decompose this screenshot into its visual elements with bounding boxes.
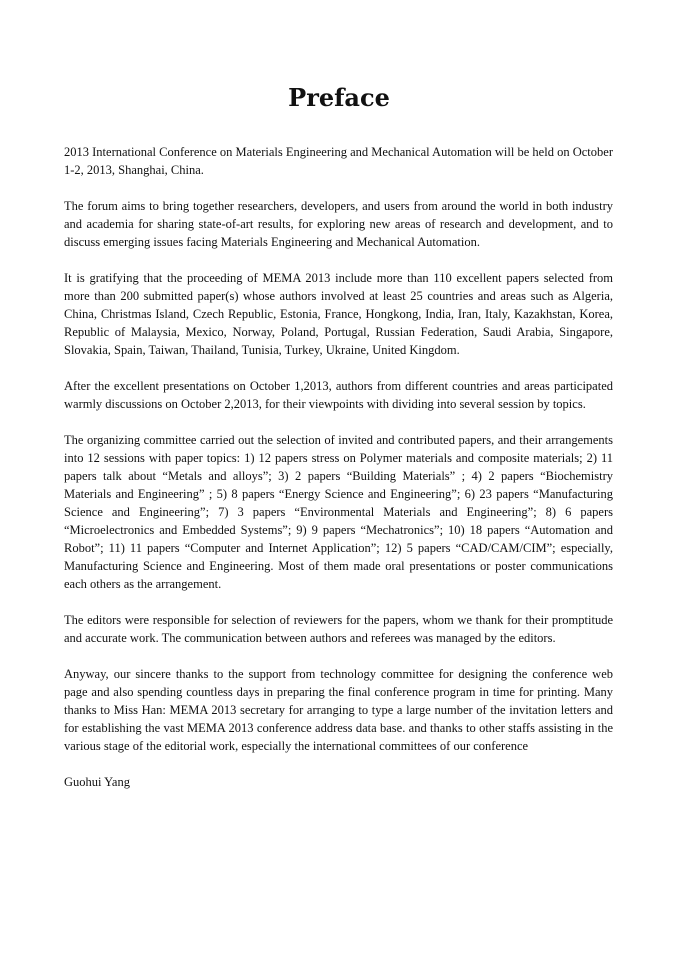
- paragraph-proceedings: It is gratifying that the proceeding of MEMA 2013 include more than 110 excellent papers selected from more than 200 submitted paper(s) whose authors involved at least 25 countries and areas such as Algeria, China, Christmas Island, Czech Republic, Estonia, France, Hongkong, India, Iran, Italy, Kazakhstan, Korea, Republic of Malaysia, Mexico, Norway, Poland, Portugal, Russian Federation, Saudi Arabia, Singapore, Slovakia, Spain, Taiwan, Thailand, Tunisia, Turkey, Ukraine, United Kingdom.: [64, 271, 613, 357]
- paragraph-thanks: Anyway, our sincere thanks to the support from technology committee for designing the conference web page and also spending countless days in preparing the final conference program in time for printing. Many thanks to Miss Han: MEMA 2013 secretary for arranging to type a large number of the invitation letters and for establishing the vast MEMA 2013 conference address data base. and thanks to other staffs assisting in the various stage of the editorial work, especially the international committees of our conference: [64, 667, 613, 753]
- paragraph-presentations: After the excellent presentations on October 1,2013, authors from different countries and areas participated warmly discussions on October 2,2013, for their viewpoints with dividing into several session by topics.: [64, 379, 613, 411]
- paragraph-sessions: The organizing committee carried out the selection of invited and contributed papers, and their arrangements into 12 sessions with paper topics: 1) 12 papers stress on Polymer materials and composite materials; 2) 11 papers talk about “Metals and alloys”; 3) 2 papers “Building Materials” ; 4) 2 papers “Biochemistry Materials and Engineering” ; 5) 8 papers “Energy Science and Engineering”; 6) 23 papers “Manufacturing Science and Engineering”; 7) 3 papers “Environmental Materials and Engineering”; 8) 6 papers “Microelectronics and Embedded Systems”; 9) 9 papers “Mechatronics”; 10) 18 papers “Automation and Robot”; 11) 11 papers “Computer and Internet Application”; 12) 5 papers “CAD/CAM/CIM”; especially, Manufacturing Science and Engineering. Most of them made oral presentations or poster communications each others as the arrangement.: [64, 433, 613, 591]
- signature: Guohui Yang: [64, 775, 130, 789]
- page-title: Preface: [288, 83, 390, 112]
- preface-body: [64, 143, 613, 791]
- paragraph-forum-aims: The forum aims to bring together researchers, developers, and users from around the world in both industry and academia for sharing state-of-art results, for exploring new areas of research and development, and to discuss emerging issues facing Materials Engineering and Mechanical Automation.: [64, 199, 613, 249]
- paragraph-conference-intro: 2013 International Conference on Materials Engineering and Mechanical Automation will be held on October 1-2, 2013, Shanghai, China.: [64, 145, 613, 177]
- paragraph-editors: The editors were responsible for selection of reviewers for the papers, whom we thank for their promptitude and accurate work. The communication between authors and referees was managed by the editors.: [64, 613, 613, 645]
